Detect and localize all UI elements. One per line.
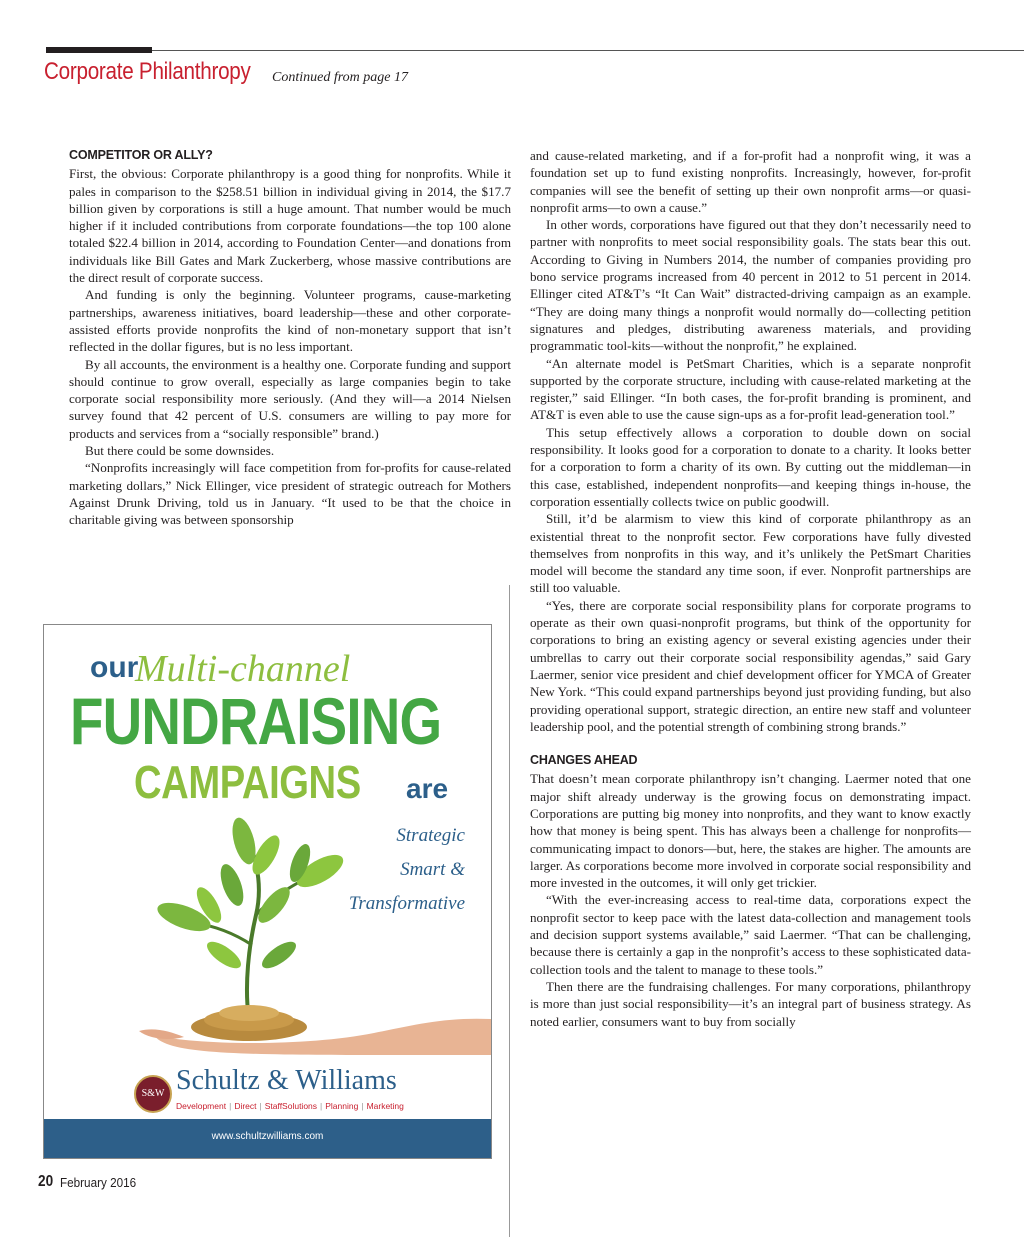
- header-rule: [46, 50, 1024, 51]
- paragraph: First, the obvious: Corporate philanthropy is a good thing for nonprofits. While it pales in comparison to the $258.51 billion in individual giving in 2014, the $17.7 billion given by corporations is still a huge amount. That number would be much higher if it included contributions from corporate foundations—the top 100 alone totaled $22.4 billion in 2014, according to Foundation Center—and donations from individuals like Bill Gates and Mark Zuckerberg, whose massive contributions are the direct result of corporate success.: [69, 166, 511, 286]
- ad-services-list: Development | Direct | StaffSolutions | Planning | Marketing: [176, 1101, 404, 1111]
- ad-headline-fundraising: FUNDRAISING: [70, 684, 442, 758]
- paragraph: “With the ever-increasing access to real-time data, corporations expect the nonprofit sector to keep pace with the latest data-collection and management tools and decision support systems available,” said Laermer. “That can be challenging, because there is certainly a gap in the nonprofit’s access to these sophisticated data-collection tools and the talent to manage to these tools.”: [530, 892, 971, 977]
- issue-date: February 2016: [60, 1175, 137, 1190]
- heading-changes-ahead: CHANGES AHEAD: [530, 753, 638, 768]
- paragraph: This setup effectively allows a corporation to double down on social responsibility. It looks good for a corporation to donate to a charity. It looks better for a corporation to form a charity of its own. By cutting out the middleman—in this case, established, independent nonprofits—and keeping things in-house, the corporation essentially collects twice on public goodwill.: [530, 424, 971, 509]
- header-accent-bar: [46, 47, 152, 53]
- ad-brand-name: Schultz & Williams: [176, 1065, 397, 1096]
- ad-headline-are: are: [406, 773, 449, 804]
- advertisement[interactable]: [43, 624, 492, 1159]
- paragraph: “Nonprofits increasingly will face competition from for-profits for cause-related marketing dollars,” Nick Ellinger, vice president of strategic outreach for Mothers Against Drunk Driving, told us in January. “It used to be that the choice in charitable giving was between sponsorship: [69, 460, 511, 528]
- paragraph: “Yes, there are corporate social responsibility plans for corporate programs to operate as their own quasi-nonprofit programs, but think of the opportunity for corporations to bring an existing agency or several existing agencies under their umbrellas to carry out their corporate social responsibility agendas,” said Gary Laermer, senior vice president and chief development officer for YMCA of Greater New York. “This could expand partnerships beyond just providing funding, but also providing operational support, strategic direction, an entire new staff and volunteer leadership pool, and the potential strength of combining strong brands.”: [530, 597, 971, 734]
- left-column: [69, 147, 511, 529]
- section-title: Corporate Philanthropy: [44, 58, 251, 85]
- ad-headline-our: our: [90, 651, 139, 684]
- service-staffsolutions: StaffSolutions: [264, 1101, 318, 1111]
- ad-url-link[interactable]: www.schultzwilliams.com: [211, 1131, 324, 1142]
- service-marketing: Marketing: [366, 1101, 404, 1111]
- paragraph: That doesn’t mean corporate philanthropy isn’t changing. Laermer noted that one major shift already underway is the growing focus on demonstrating impact. Corporations are putting big money into nonprofits, and they want to know exactly how that money is being spent. This has always been a challenge for nonprofits—communicating impact to donors—but, here, the stakes are higher. The amounts are larger. As corporations become more involved in corporate social responsibility and more invested in the outcomes, it will only get trickier.: [530, 771, 971, 891]
- ad-footer-band: [44, 1119, 491, 1158]
- paragraph: But there could be some downsides.: [85, 443, 275, 459]
- service-development: Development: [176, 1101, 227, 1111]
- ad-headline-campaigns: CAMPAIGNS: [134, 756, 361, 808]
- paragraph: “An alternate model is PetSmart Charities, which is a separate nonprofit supported by the corporate structure, including with cause-related marketing at the register,” said Ellinger. “In both cases, the for-profit branding is prominent, and AT&T is even able to use the cause sign-ups as a for-profit lead-generation tool.”: [530, 355, 971, 423]
- service-direct: Direct: [234, 1101, 257, 1111]
- paragraph: And funding is only the beginning. Volunteer programs, cause-marketing partnerships, awareness initiatives, board leadership—these and other corporate-assisted efforts provide nonprofits the kind of non-monetary support that isn’t reflected in the dollar figures, but is no less important.: [69, 287, 511, 355]
- ad-headline-multichannel: Multi-channel: [135, 648, 351, 690]
- column-divider: [509, 585, 510, 1237]
- paragraph: By all accounts, the environment is a healthy one. Corporate funding and support should continue to grow overall, especially as large companies begin to take corporate social responsibility more seriously. (And they will—a 2014 Nielsen survey found that 42 percent of U.S. consumers are willing to pay more for products and services from a “socially responsible” brand.): [69, 356, 511, 441]
- continued-note: Continued from page 17: [272, 70, 408, 85]
- paragraph: In other words, corporations have figured out that they don’t necessarily need to partner with nonprofits to meet social responsibility goals. The stats bear this out. According to Giving in Numbers 2014, the number of companies providing pro bono service programs increased from 40 percent in 2012 to 51 percent in 2014. Ellinger cited AT&T’s “It Can Wait” distracted-driving campaign as an example. “They are doing many things a nonprofit would normally do—collecting petition signatures and pledges, distributing awareness materials, and providing programmatic tool-kits—without the nonprofit,” he explained.: [530, 217, 971, 354]
- paragraph: Then there are the fundraising challenges. For many corporations, philanthropy is more than just social responsibility—it’s an integral part of business strategy. As noted earlier, consumers want to buy from socially: [530, 978, 971, 1029]
- service-planning: Planning: [325, 1101, 359, 1111]
- heading-competitor-or-ally: COMPETITOR OR ALLY?: [69, 148, 213, 162]
- page-number: 20: [38, 1173, 54, 1190]
- ad-tagline-strategic: Strategic: [396, 825, 465, 846]
- ad-tagline-transformative: Transformative: [348, 893, 465, 914]
- right-column: [530, 147, 971, 1030]
- paragraph: Still, it’d be alarmism to view this kind of corporate philanthropy as an existential threat to the nonprofit sector. Few corporations have fully divested themselves from nonprofits in this way, and it’s unlikely the PetSmart Charities model will become the standard any time soon, if ever. Nonprofit partnerships are still too valuable.: [530, 511, 971, 596]
- sw-logo-icon: S&W: [134, 1075, 172, 1113]
- paragraph: and cause-related marketing, and if a for-profit had a nonprofit wing, it was a foundation set up to fund existing nonprofits. Increasingly, however, for-profit companies will see the benefit of setting up their own nonprofit arms—or quasi-nonprofit arms—to own a cause.”: [530, 148, 971, 215]
- ad-tagline-smart: Smart &: [400, 859, 465, 880]
